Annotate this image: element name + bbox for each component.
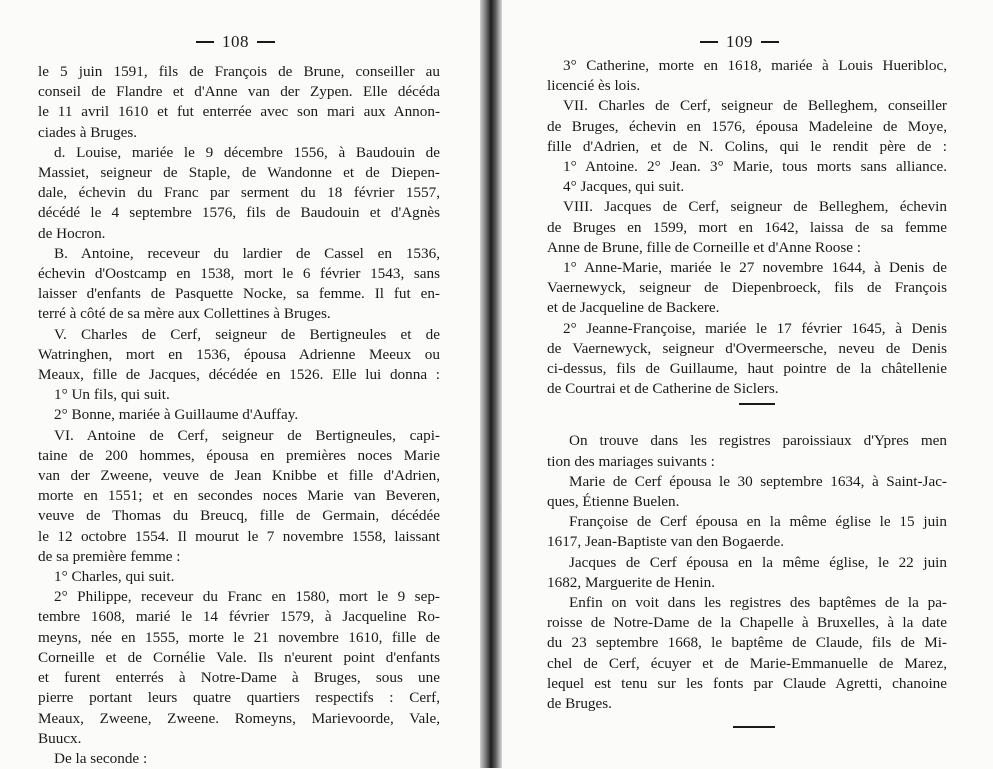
text-line: échevin d'Oostcamp en 1538, mort le 6 février 1543, sans (38, 265, 440, 283)
page-number-text: 109 (726, 32, 753, 51)
left-page (0, 0, 488, 768)
text-line: ques, Étienne Buelen. (547, 493, 680, 511)
text-line: taine de 200 hommes, épousa en premières noces Marie (38, 446, 440, 464)
text-line: Marie de Cerf épousa le 30 septembre 1634, à Saint-Jac- (569, 472, 947, 490)
page-number-text: 108 (222, 32, 249, 51)
text-line: de Vaernewyck, seigneur d'Overmeersche, neveu de Denis (547, 339, 947, 357)
section-separator (739, 403, 775, 405)
text-line: Meaux, fille de Jacques, décédée en 1526. Elle lui donna : (38, 366, 440, 384)
text-line: décédé le 4 septembre 1576, fils de Baudouin et d'Agnès (38, 204, 440, 222)
text-line: dale, échevin du Franc par serment du 18 février 1557, (38, 184, 440, 202)
text-line: van der Zweene, veuve de Jean Knibbe et fille d'Adrien, (38, 467, 440, 485)
text-line: d. Louise, mariée le 9 décembre 1556, à Baudouin de (54, 143, 440, 161)
text-line: de Bruges en 1599, mort en 1642, laissa de sa femme (547, 218, 947, 236)
text-line: chel de Cerf, écuyer et de Marie-Emmanuelle de Marez, (547, 654, 947, 672)
page-number-dash (196, 41, 214, 43)
text-line: 1° Un fils, qui suit. (54, 386, 170, 404)
text-line: tembre 1608, marié le 14 février 1579, à Jacqueline Ro- (38, 608, 440, 626)
text-line: Anne de Brune, fille de Corneille et d'Anne Roose : (547, 238, 861, 256)
text-line: Enfin on voit dans les registres des baptêmes de la pa- (569, 594, 947, 612)
text-line: du 23 septembre 1668, le baptême de Claude, fils de Mi- (547, 634, 947, 652)
text-line: de Hocron. (38, 224, 106, 242)
text-line: licencié ès lois. (547, 77, 641, 95)
text-line: 4° Jacques, qui suit. (563, 178, 685, 196)
left-page-text (38, 62, 440, 769)
text-line: Massiet, seigneur de Staple, de Wandonne et de Diepen- (38, 164, 440, 182)
text-line: conseil de Flandre et d'Anne van der Zypen. Elle décéda (38, 83, 440, 101)
text-line: et de Jacqueline de Backere. (547, 299, 720, 317)
text-line: 1682, Marguerite de Henin. (547, 573, 716, 591)
text-line: Vaernewyck, seigneur de Diepenbroeck, fils de François (547, 279, 947, 297)
text-line: VIII. Jacques de Cerf, seigneur de Belleghem, échevin (563, 198, 947, 216)
text-line: 3° Catherine, morte en 1618, mariée à Louis Hueribloc, (563, 57, 947, 74)
text-line: Meaux, Zweene, Zweene. Romeyns, Marievoorde, Vale, (38, 709, 440, 727)
text-line: ci-dessus, fils de Guillaume, haut pointre de la châtellenie (547, 360, 947, 378)
page-number-left (196, 32, 275, 52)
text-line: 2° Jeanne-Françoise, mariée le 17 février 1645, à Denis (563, 319, 947, 337)
book-gutter (480, 0, 502, 768)
text-line: 2° Bonne, mariée à Guillaume d'Auffay. (54, 406, 299, 424)
text-line: meyns, née en 1555, morte le 21 novembre 1610, fille de (38, 628, 440, 646)
text-line: de Courtrai et de Catherine de Siclers. (547, 380, 779, 398)
text-line: le 12 octobre 1554. Il mourut le 7 novembre 1558, laissant (38, 527, 440, 545)
text-line: Corneille et de Cornélie Vale. Ils n'eurent point d'enfants (38, 648, 440, 666)
text-line: le 5 juin 1591, fils de François de Brune, conseiller au (38, 63, 440, 80)
text-line: 1° Anne-Marie, mariée le 27 novembre 1644, à Denis de (563, 259, 947, 277)
text-line: de Bruges, échevin en 1576, épousa Madeleine de Moye, (547, 117, 947, 135)
page-number-dash (700, 41, 718, 43)
text-line: VI. Antoine de Cerf, seigneur de Bertigneules, capi- (54, 426, 440, 444)
text-line: 1° Charles, qui suit. (54, 568, 175, 586)
text-line: veuve de Thomas du Breucq, fille de Germain, décédée (38, 507, 440, 525)
text-line: roisse de Notre-Dame de la Chapelle à Bruxelles, à la date (547, 614, 947, 632)
page-number-right (700, 32, 779, 52)
text-line: lequel est tenu sur les fonts par Claude Agretti, chanoine (547, 674, 947, 692)
text-line: morte en 1551; et en secondes noces Marie van Beveren, (38, 487, 440, 505)
text-line: 1617, Jean-Baptiste van den Bogaerde. (547, 533, 785, 551)
text-line: pierre portant leurs quatre quartiers respectifs : Cerf, (38, 689, 440, 707)
page-number-dash (761, 41, 779, 43)
text-line: terré à côté de sa mère aux Collettines à Bruges. (38, 305, 331, 323)
text-line: ciades à Bruges. (38, 123, 138, 141)
right-page-text (547, 56, 947, 728)
text-line: le 11 avril 1610 et fut enterrée avec son mari aux Annon- (38, 103, 440, 121)
right-page (500, 0, 993, 768)
text-line: et furent enterrés à Notre-Dame à Bruges, sous une (38, 669, 440, 687)
text-line: On trouve dans les registres paroissiaux d'Ypres men (569, 432, 947, 450)
text-line: 2° Philippe, receveur du Franc en 1580, mort le 9 sep- (54, 588, 440, 606)
text-line: fille d'Adrien, et de N. Colins, qui le rendit père de : (547, 137, 947, 155)
text-line: Françoise de Cerf épousa en la même église le 15 juin (569, 513, 947, 531)
end-separator (733, 726, 775, 728)
page-number-dash (257, 41, 275, 43)
text-line: VII. Charles de Cerf, seigneur de Belleghem, conseiller (563, 97, 947, 115)
text-line: V. Charles de Cerf, seigneur de Bertigneules et de (54, 325, 440, 343)
text-line: tion des mariages suivants : (547, 452, 715, 470)
text-line: Watringhen, mort en 1536, épousa Adrienne Meeux ou (38, 345, 440, 363)
text-line: laisser d'enfants de Pasquette Nocke, sa femme. Il fut en- (38, 285, 440, 303)
text-line: 1° Antoine. 2° Jean. 3° Marie, tous morts sans alliance. (563, 158, 947, 176)
text-line: de Bruges. (547, 695, 612, 713)
text-line: de sa première femme : (38, 547, 181, 565)
text-line: De la seconde : (54, 749, 148, 767)
text-line: Jacques de Cerf épousa en la même église, le 22 juin (569, 553, 947, 571)
text-line: Buucx. (38, 729, 82, 747)
text-line: B. Antoine, receveur du lardier de Cassel en 1536, (54, 244, 440, 262)
